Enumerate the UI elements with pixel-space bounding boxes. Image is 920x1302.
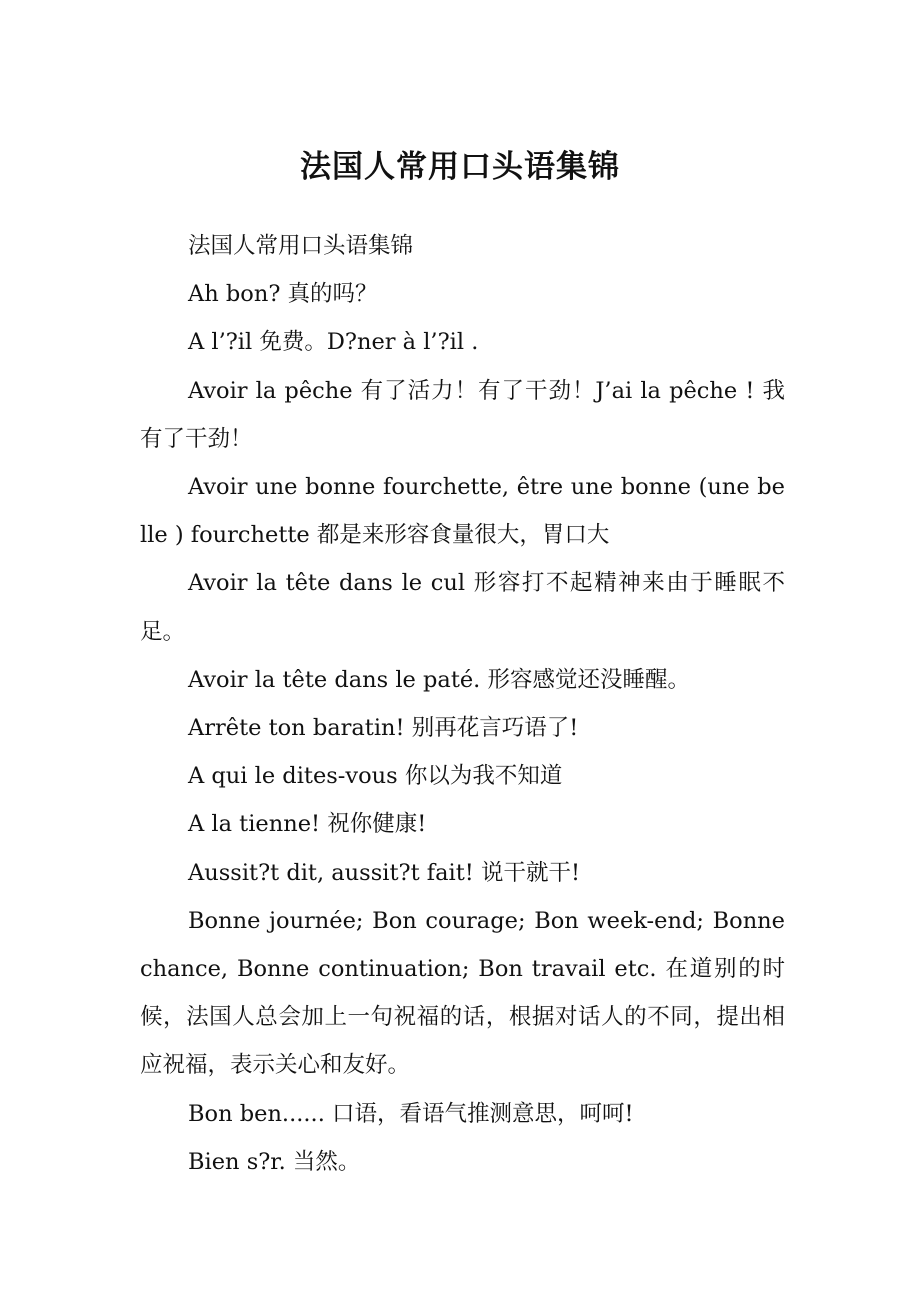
paragraph-heading: 法国人常用口头语集锦	[188, 233, 414, 259]
page-title: 法国人常用口头语集锦	[300, 149, 620, 185]
paragraph-aussitot-dit: Aussit?t dit, aussit?t fait! 说干就干!	[188, 859, 580, 886]
paragraph-a-loeil: A l’?il 免费。D?ner à l’?il .	[188, 329, 479, 356]
document-body	[140, 222, 785, 1186]
paragraph-bonne-fourchette: Avoir une bonne fourchette, être une bonne (une belle ) fourchette 都是来形容食量很大，胃口大	[140, 474, 785, 549]
paragraph-arrete-ton-baratin: Arrête ton baratin! 别再花言巧语了!	[188, 715, 579, 742]
paragraph-ah-bon: Ah bon? 真的吗？	[188, 281, 378, 308]
paragraph-bon-ben: Bon ben...... 口语，看语气推测意思，呵呵!	[188, 1100, 634, 1127]
paragraph-tete-dans-le-pate: Avoir la tête dans le paté. 形容感觉还没睡醒。	[188, 666, 690, 693]
paragraph-a-la-tienne: A la tienne! 祝你健康!	[188, 811, 427, 838]
paragraph-tete-dans-le-cul: Avoir la tête dans le cul 形容打不起精神来由于睡眠不足。	[140, 570, 785, 645]
paragraph-a-qui-le-dites-vous: A qui le dites-vous 你以为我不知道	[188, 763, 563, 790]
paragraph-bonne-journee: Bonne journée; Bon courage; Bon week-end; Bonne chance, Bonne continuation; Bon travail etc. 在道别的时候，法国人总会加上一句祝福的话，根据对话人的不同，提出相应祝福，表示关心和友好。	[140, 907, 785, 1079]
paragraph-avoir-la-peche: Avoir la pêche 有了活力！有了干劲！J’ai la pêche ! 我有了干劲！	[140, 377, 785, 452]
paragraph-bien-sur: Bien s?r. 当然。	[188, 1148, 361, 1175]
